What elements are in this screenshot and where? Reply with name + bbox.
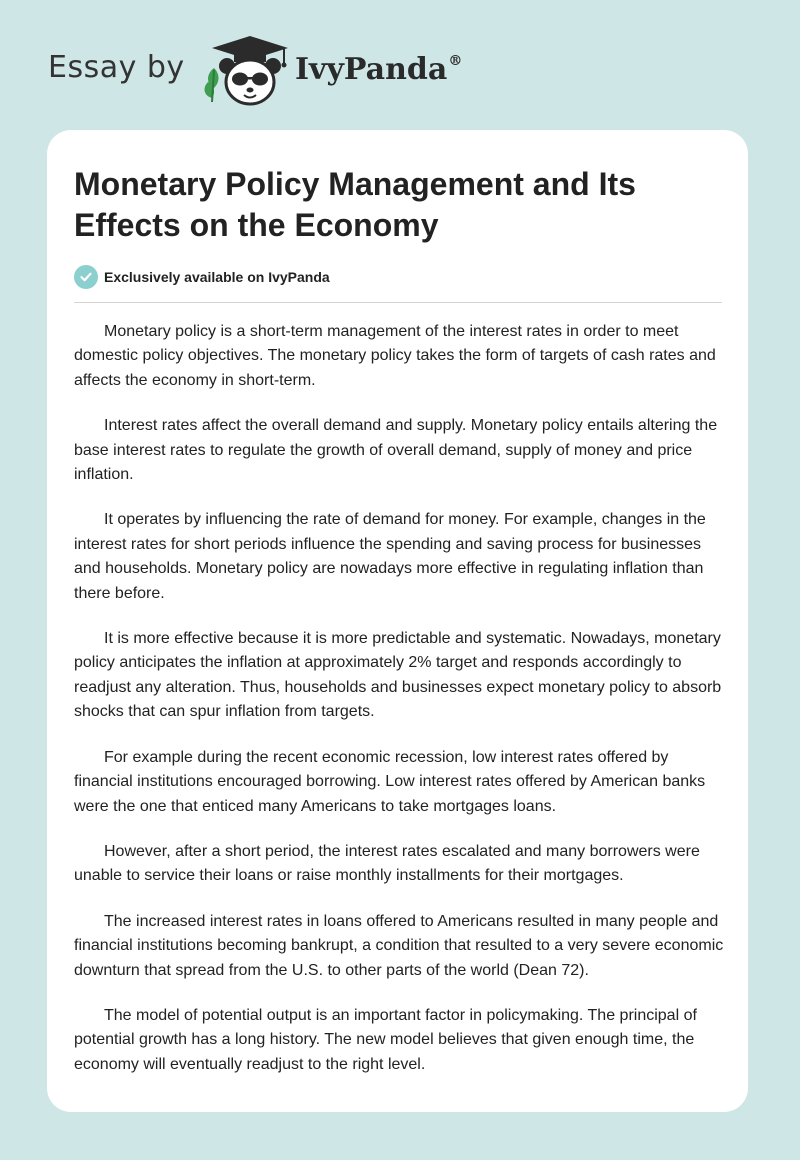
paragraph: The model of potential output is an important factor in policymaking. The principal of potential growth has a long history. The new model believes that given enough time, the economy will eventually readjust to the right level. — [74, 1006, 697, 1073]
paragraph: Interest rates affect the overall demand and supply. Monetary policy entails altering the base interest rates to regulate the growth of overall demand, supply of money and price inflation. — [74, 417, 718, 484]
page-title: Monetary Policy Management and Its Effects on the Economy — [74, 166, 636, 243]
paragraph: It operates by influencing the rate of demand for money. For example, changes in the interest rates for short periods influence the spending and saving process for businesses and households. Monetary policy are nowadays more effective in regulating inflation than there before. — [74, 511, 706, 602]
site-header — [0, 0, 800, 130]
paragraph: The increased interest rates in loans offered to Americans resulted in many people and financial institutions becoming bankrupt, a condition that resulted to a very severe economic downturn that spread from the U.S. to other parts of the world (Dean 72). — [74, 912, 724, 979]
brand-text: IvyPanda — [295, 52, 448, 87]
panda-logo-icon[interactable] — [200, 30, 295, 110]
paragraph: It is more effective because it is more predictable and systematic. Nowadays, monetary policy anticipates the inflation at approximately 2% target and responds accordingly to readjust any alteration. Thus, households and businesses expect monetary policy to absorb shocks that can spur inflation from targets. — [74, 630, 722, 721]
paragraph: For example during the recent economic recession, low interest rates offered by financial institutions encouraged borrowing. Low interest rates offered by American banks were the one that enticed many Americans to take mortgages loans. — [74, 748, 706, 815]
essay-body — [74, 320, 724, 1098]
exclusive-badge — [74, 264, 330, 290]
divider — [74, 302, 722, 303]
paragraph: Monetary policy is a short-term management of the interest rates in order to meet domestic policy objectives. The monetary policy takes the form of targets of cash rates and affects the economy in short-term. — [74, 323, 716, 389]
essay-card — [47, 130, 748, 1112]
paragraph: However, after a short period, the interest rates escalated and many borrowers were unable to service their loans or raise monthly installments for their mortgages. — [74, 842, 700, 885]
badge-label: Exclusively available on IvyPanda — [104, 269, 330, 285]
registered-mark: ® — [448, 53, 463, 69]
check-circle-icon — [74, 265, 98, 289]
essay-by-label: Essay by — [48, 50, 185, 85]
brand-name[interactable] — [295, 52, 462, 87]
